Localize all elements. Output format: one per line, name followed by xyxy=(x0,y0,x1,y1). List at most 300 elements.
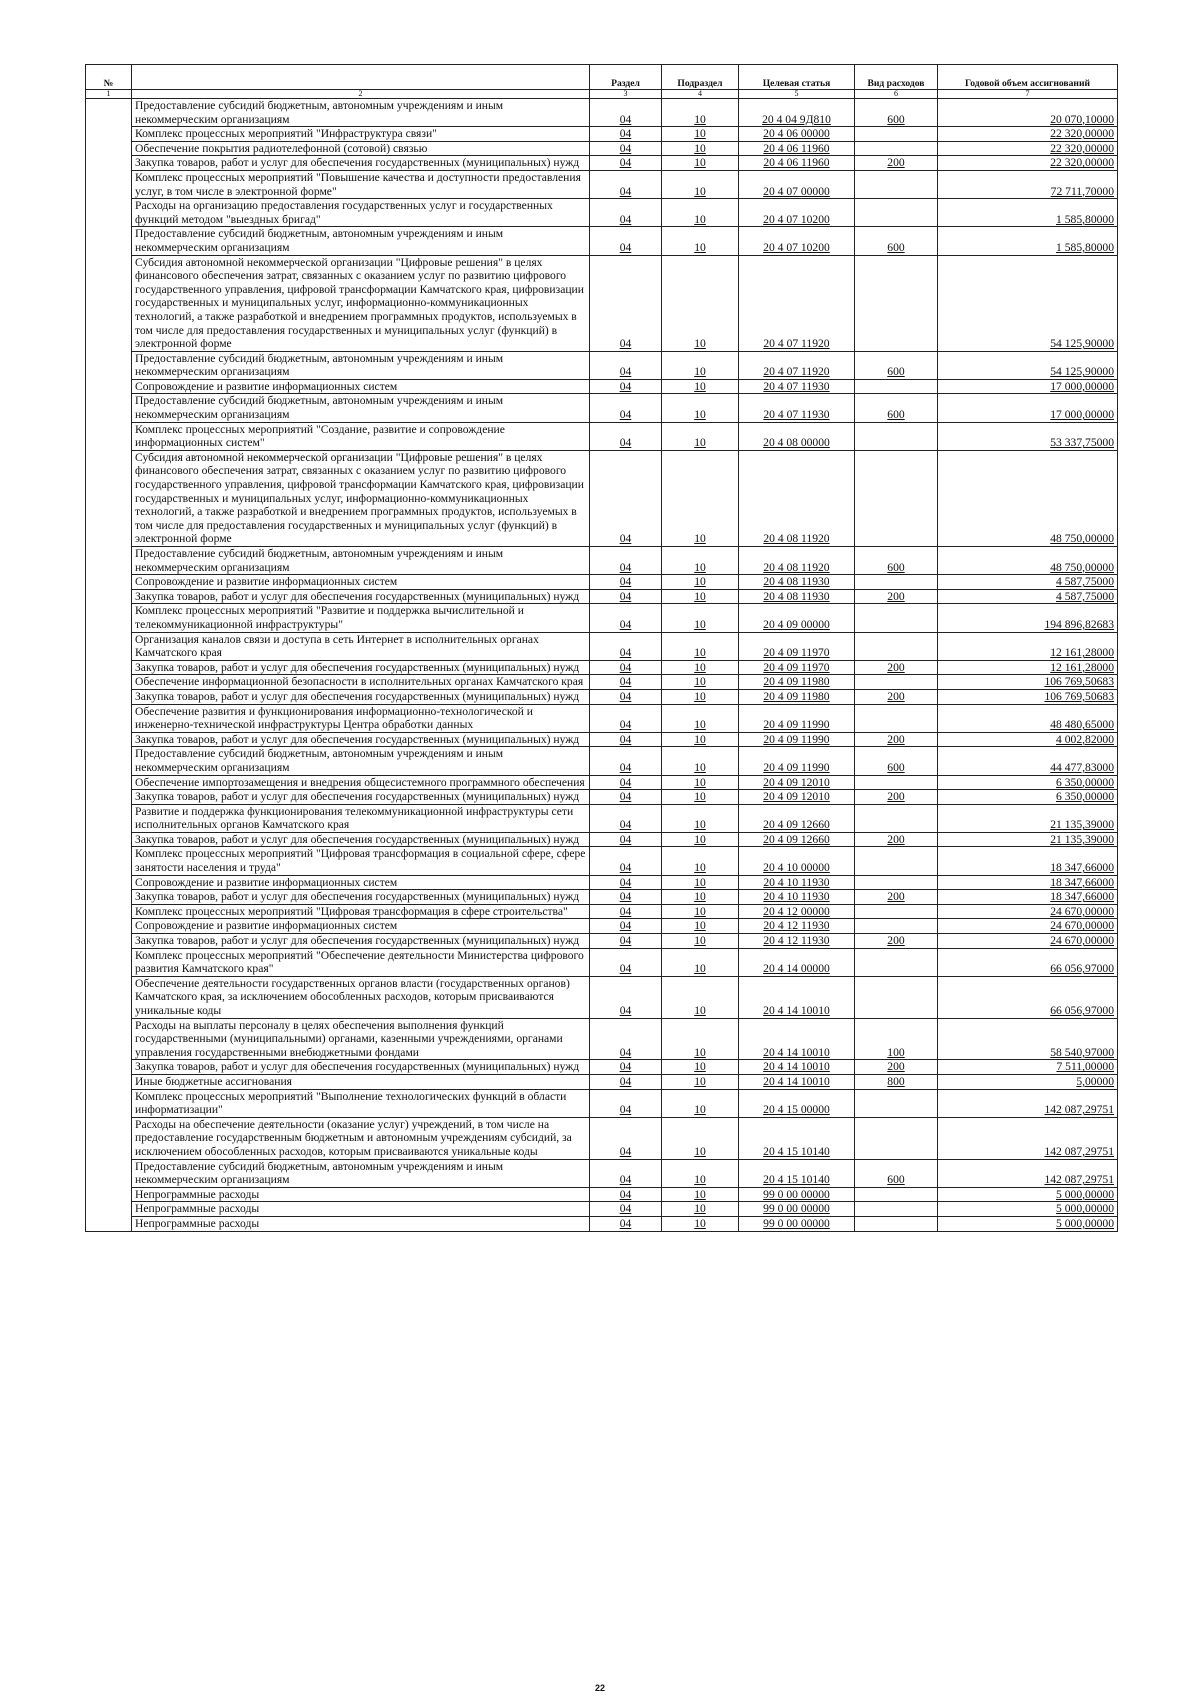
expense-type: 200 xyxy=(855,832,938,847)
expense-type xyxy=(855,847,938,875)
target-article: 20 4 09 11990 xyxy=(739,747,855,775)
subsection-code: 10 xyxy=(662,141,739,156)
expense-type xyxy=(855,976,938,1018)
table-row xyxy=(86,747,1118,775)
target-article: 20 4 07 11930 xyxy=(739,394,855,422)
column-index: 5 xyxy=(739,90,855,99)
table-row xyxy=(86,127,1118,142)
target-article: 20 4 09 11990 xyxy=(739,704,855,732)
section-code: 04 xyxy=(590,575,662,590)
expense-type xyxy=(855,948,938,976)
table-row xyxy=(86,948,1118,976)
target-article: 20 4 09 11970 xyxy=(739,632,855,660)
annual-amount: 4 587,75000 xyxy=(938,589,1118,604)
row-number-cell xyxy=(86,199,132,227)
section-code: 04 xyxy=(590,1117,662,1159)
target-article: 99 0 00 00000 xyxy=(739,1187,855,1202)
section-code: 04 xyxy=(590,99,662,127)
item-name: Расходы на обеспечение деятельности (оказание услуг) учреждений, в том числе на предоставление государственным бюджетным и автономным учреждениям субсидий, за исключением обособленных расходов, которым присваиваются уникальные коды xyxy=(132,1117,590,1159)
section-code: 04 xyxy=(590,775,662,790)
row-number-cell xyxy=(86,1018,132,1060)
annual-amount: 5 000,00000 xyxy=(938,1187,1118,1202)
table-row xyxy=(86,1216,1118,1231)
expense-type: 200 xyxy=(855,589,938,604)
expense-type: 600 xyxy=(855,1159,938,1187)
subsection-code: 10 xyxy=(662,170,739,198)
section-code: 04 xyxy=(590,394,662,422)
subsection-code: 10 xyxy=(662,790,739,805)
table-row xyxy=(86,255,1118,351)
table-row xyxy=(86,1018,1118,1060)
item-name: Закупка товаров, работ и услуг для обеспечения государственных (муниципальных) нужд xyxy=(132,156,590,171)
target-article: 20 4 09 12660 xyxy=(739,804,855,832)
row-number-cell xyxy=(86,1089,132,1117)
item-name: Обеспечение импортозамещения и внедрения общесистемного программного обеспечения xyxy=(132,775,590,790)
subsection-code: 10 xyxy=(662,547,739,575)
table-row xyxy=(86,1159,1118,1187)
section-code: 04 xyxy=(590,227,662,255)
expense-type xyxy=(855,1202,938,1217)
item-name: Обеспечение деятельности государственных органов власти (государственных органов) Камчатского края, за исключением обособленных расходов, которым присваиваются уникальные коды xyxy=(132,976,590,1018)
item-name: Обеспечение развития и функционирования информационно-технологической и инженерно-технической инфраструктуры Центра обработки данных xyxy=(132,704,590,732)
section-code: 04 xyxy=(590,675,662,690)
subsection-code: 10 xyxy=(662,919,739,934)
target-article: 20 4 12 11930 xyxy=(739,919,855,934)
table-row xyxy=(86,227,1118,255)
item-name: Развитие и поддержка функционирования телекоммуникационной инфраструктуры сети исполнительных органов Камчатского края xyxy=(132,804,590,832)
target-article: 20 4 08 11930 xyxy=(739,575,855,590)
annual-amount: 106 769,50683 xyxy=(938,689,1118,704)
item-name: Закупка товаров, работ и услуг для обеспечения государственных (муниципальных) нужд xyxy=(132,660,590,675)
item-name: Сопровождение и развитие информационных систем xyxy=(132,575,590,590)
annual-amount: 22 320,00000 xyxy=(938,141,1118,156)
target-article: 20 4 08 11920 xyxy=(739,547,855,575)
row-number-cell xyxy=(86,547,132,575)
annual-amount: 1 585,80000 xyxy=(938,227,1118,255)
expense-type xyxy=(855,675,938,690)
subsection-code: 10 xyxy=(662,99,739,127)
expense-type xyxy=(855,1117,938,1159)
item-name: Комплекс процессных мероприятий "Выполнение технологических функций в области информатизации" xyxy=(132,1089,590,1117)
expense-type xyxy=(855,604,938,632)
table-row xyxy=(86,847,1118,875)
row-number-cell xyxy=(86,589,132,604)
row-number-cell xyxy=(86,704,132,732)
table-row xyxy=(86,1117,1118,1159)
expense-type: 200 xyxy=(855,156,938,171)
header-row xyxy=(86,65,1118,90)
expense-type: 600 xyxy=(855,99,938,127)
subsection-code: 10 xyxy=(662,422,739,450)
row-number-cell xyxy=(86,832,132,847)
annual-amount: 58 540,97000 xyxy=(938,1018,1118,1060)
annual-amount: 66 056,97000 xyxy=(938,948,1118,976)
item-name: Субсидия автономной некоммерческой организации "Цифровые решения" в целях финансового обеспечения затрат, связанных с оказанием услуг по развитию цифрового государственного управления, цифровой трансформации Камчатского края, цифровизации государственных и муниципальных услуг, информационно-коммуникационных технологий, а также разработкой и внедрением программных продуктов, используемых в том числе для предоставления государственных и муниципальных услуг (функций) в электронной форме xyxy=(132,450,590,546)
item-name: Закупка товаров, работ и услуг для обеспечения государственных (муниципальных) нужд xyxy=(132,1060,590,1075)
table-row xyxy=(86,1074,1118,1089)
expense-type xyxy=(855,575,938,590)
section-code: 04 xyxy=(590,790,662,805)
target-article: 20 4 14 00000 xyxy=(739,948,855,976)
item-name: Предоставление субсидий бюджетным, автономным учреждениям и иным некоммерческим организациям xyxy=(132,394,590,422)
section-code: 04 xyxy=(590,199,662,227)
subsection-code: 10 xyxy=(662,604,739,632)
column-index: 4 xyxy=(662,90,739,99)
subsection-code: 10 xyxy=(662,1202,739,1217)
section-code: 04 xyxy=(590,422,662,450)
subsection-code: 10 xyxy=(662,1018,739,1060)
row-number-cell xyxy=(86,1060,132,1075)
item-name: Закупка товаров, работ и услуг для обеспечения государственных (муниципальных) нужд xyxy=(132,790,590,805)
row-number-cell xyxy=(86,1117,132,1159)
target-article: 20 4 06 11960 xyxy=(739,141,855,156)
annual-amount: 106 769,50683 xyxy=(938,675,1118,690)
column-index: 2 xyxy=(132,90,590,99)
target-article: 20 4 07 11920 xyxy=(739,351,855,379)
annual-amount: 53 337,75000 xyxy=(938,422,1118,450)
target-article: 99 0 00 00000 xyxy=(739,1216,855,1231)
table-row xyxy=(86,976,1118,1018)
section-code: 04 xyxy=(590,1187,662,1202)
target-article: 20 4 14 10010 xyxy=(739,1074,855,1089)
annual-amount: 18 347,66000 xyxy=(938,890,1118,905)
column-index-row xyxy=(86,90,1118,99)
section-code: 04 xyxy=(590,847,662,875)
subsection-code: 10 xyxy=(662,1089,739,1117)
section-code: 04 xyxy=(590,948,662,976)
expense-type xyxy=(855,775,938,790)
row-number-cell xyxy=(86,660,132,675)
target-article: 20 4 06 00000 xyxy=(739,127,855,142)
annual-amount: 24 670,00000 xyxy=(938,934,1118,949)
section-code: 04 xyxy=(590,351,662,379)
target-article: 20 4 07 10200 xyxy=(739,199,855,227)
section-code: 04 xyxy=(590,747,662,775)
section-code: 04 xyxy=(590,875,662,890)
table-row xyxy=(86,704,1118,732)
expense-type: 100 xyxy=(855,1018,938,1060)
table-row xyxy=(86,547,1118,575)
annual-amount: 6 350,00000 xyxy=(938,775,1118,790)
annual-amount: 44 477,83000 xyxy=(938,747,1118,775)
target-article: 99 0 00 00000 xyxy=(739,1202,855,1217)
subsection-code: 10 xyxy=(662,199,739,227)
subsection-code: 10 xyxy=(662,904,739,919)
table-row xyxy=(86,379,1118,394)
table-row xyxy=(86,804,1118,832)
subsection-code: 10 xyxy=(662,575,739,590)
annual-amount: 142 087,29751 xyxy=(938,1089,1118,1117)
annual-amount: 24 670,00000 xyxy=(938,919,1118,934)
annual-amount: 20 070,10000 xyxy=(938,99,1118,127)
section-code: 04 xyxy=(590,804,662,832)
page-number: 22 xyxy=(594,1683,605,1693)
row-number-cell xyxy=(86,351,132,379)
target-article: 20 4 08 00000 xyxy=(739,422,855,450)
expense-type xyxy=(855,450,938,546)
table-row xyxy=(86,675,1118,690)
annual-amount: 142 087,29751 xyxy=(938,1117,1118,1159)
annual-amount: 5,00000 xyxy=(938,1074,1118,1089)
row-number-cell xyxy=(86,675,132,690)
header-subsection: Подраздел xyxy=(662,65,739,90)
subsection-code: 10 xyxy=(662,875,739,890)
expense-type: 200 xyxy=(855,660,938,675)
annual-amount: 17 000,00000 xyxy=(938,394,1118,422)
row-number-cell xyxy=(86,450,132,546)
item-name: Обеспечение покрытия радиотелефонной (сотовой) связью xyxy=(132,141,590,156)
expense-type xyxy=(855,1216,938,1231)
target-article: 20 4 09 11990 xyxy=(739,732,855,747)
row-number-cell xyxy=(86,1187,132,1202)
subsection-code: 10 xyxy=(662,747,739,775)
subsection-code: 10 xyxy=(662,775,739,790)
target-article: 20 4 09 12010 xyxy=(739,790,855,805)
subsection-code: 10 xyxy=(662,632,739,660)
item-name: Субсидия автономной некоммерческой организации "Цифровые решения" в целях финансового обеспечения затрат, связанных с оказанием услуг по развитию цифрового государственного управления, цифровой трансформации Камчатского края, цифровизации государственных и муниципальных услуг, информационно-коммуникационных технологий, а также разработкой и внедрением программных продуктов, используемых в том числе для предоставления государственных и муниципальных услуг (функций) в электронной форме xyxy=(132,255,590,351)
row-number-cell xyxy=(86,255,132,351)
annual-amount: 48 750,00000 xyxy=(938,547,1118,575)
section-code: 04 xyxy=(590,934,662,949)
row-number-cell xyxy=(86,422,132,450)
table-row xyxy=(86,394,1118,422)
section-code: 04 xyxy=(590,689,662,704)
table-row xyxy=(86,890,1118,905)
expense-type: 800 xyxy=(855,1074,938,1089)
section-code: 04 xyxy=(590,1202,662,1217)
expense-type xyxy=(855,904,938,919)
target-article: 20 4 14 10010 xyxy=(739,1060,855,1075)
subsection-code: 10 xyxy=(662,1187,739,1202)
section-code: 04 xyxy=(590,450,662,546)
item-name: Расходы на организацию предоставления государственных услуг и государственных функций методом "выездных бригад" xyxy=(132,199,590,227)
expense-type: 600 xyxy=(855,227,938,255)
annual-amount: 142 087,29751 xyxy=(938,1159,1118,1187)
section-code: 04 xyxy=(590,1074,662,1089)
row-number-cell xyxy=(86,1202,132,1217)
header-expense-type: Вид расходов xyxy=(855,65,938,90)
annual-amount: 6 350,00000 xyxy=(938,790,1118,805)
budget-table xyxy=(85,64,1118,1232)
subsection-code: 10 xyxy=(662,1216,739,1231)
row-number-cell xyxy=(86,919,132,934)
subsection-code: 10 xyxy=(662,351,739,379)
expense-type xyxy=(855,141,938,156)
row-number-cell xyxy=(86,141,132,156)
table-row xyxy=(86,732,1118,747)
item-name: Предоставление субсидий бюджетным, автономным учреждениям и иным некоммерческим организациям xyxy=(132,227,590,255)
section-code: 04 xyxy=(590,1018,662,1060)
annual-amount: 12 161,28000 xyxy=(938,660,1118,675)
annual-amount: 12 161,28000 xyxy=(938,632,1118,660)
subsection-code: 10 xyxy=(662,689,739,704)
row-number-cell xyxy=(86,1159,132,1187)
row-number-cell xyxy=(86,890,132,905)
expense-type xyxy=(855,804,938,832)
section-code: 04 xyxy=(590,832,662,847)
row-number-cell xyxy=(86,604,132,632)
target-article: 20 4 10 00000 xyxy=(739,847,855,875)
table-row xyxy=(86,775,1118,790)
table-body xyxy=(86,99,1118,1232)
item-name: Предоставление субсидий бюджетным, автономным учреждениям и иным некоммерческим организациям xyxy=(132,351,590,379)
target-article: 20 4 09 11970 xyxy=(739,660,855,675)
target-article: 20 4 15 10140 xyxy=(739,1159,855,1187)
item-name: Комплекс процессных мероприятий "Повышение качества и доступности предоставления услуг, в том числе в электронной форме" xyxy=(132,170,590,198)
column-index: 7 xyxy=(938,90,1118,99)
section-code: 04 xyxy=(590,890,662,905)
subsection-code: 10 xyxy=(662,732,739,747)
table-row xyxy=(86,156,1118,171)
section-code: 04 xyxy=(590,1060,662,1075)
table-row xyxy=(86,632,1118,660)
target-article: 20 4 14 10010 xyxy=(739,976,855,1018)
target-article: 20 4 09 12010 xyxy=(739,775,855,790)
expense-type xyxy=(855,704,938,732)
target-article: 20 4 08 11920 xyxy=(739,450,855,546)
section-code: 04 xyxy=(590,976,662,1018)
target-article: 20 4 06 11960 xyxy=(739,156,855,171)
item-name: Комплекс процессных мероприятий "Цифровая трансформация в сфере строительства" xyxy=(132,904,590,919)
target-article: 20 4 15 00000 xyxy=(739,1089,855,1117)
target-article: 20 4 10 11930 xyxy=(739,890,855,905)
table-row xyxy=(86,904,1118,919)
target-article: 20 4 07 11920 xyxy=(739,255,855,351)
table-row xyxy=(86,450,1118,546)
subsection-code: 10 xyxy=(662,804,739,832)
subsection-code: 10 xyxy=(662,589,739,604)
annual-amount: 7 511,00000 xyxy=(938,1060,1118,1075)
section-code: 04 xyxy=(590,1159,662,1187)
expense-type: 200 xyxy=(855,790,938,805)
table-row xyxy=(86,604,1118,632)
section-code: 04 xyxy=(590,732,662,747)
row-number-cell xyxy=(86,227,132,255)
item-name: Непрограммные расходы xyxy=(132,1187,590,1202)
target-article: 20 4 09 11980 xyxy=(739,689,855,704)
annual-amount: 54 125,90000 xyxy=(938,351,1118,379)
row-number-cell xyxy=(86,1074,132,1089)
expense-type: 200 xyxy=(855,934,938,949)
item-name: Закупка товаров, работ и услуг для обеспечения государственных (муниципальных) нужд xyxy=(132,589,590,604)
target-article: 20 4 08 11930 xyxy=(739,589,855,604)
table-row xyxy=(86,790,1118,805)
table-row xyxy=(86,934,1118,949)
section-code: 04 xyxy=(590,255,662,351)
section-code: 04 xyxy=(590,127,662,142)
expense-type: 600 xyxy=(855,351,938,379)
row-number-cell xyxy=(86,875,132,890)
target-article: 20 4 15 10140 xyxy=(739,1117,855,1159)
row-number-cell xyxy=(86,847,132,875)
subsection-code: 10 xyxy=(662,675,739,690)
expense-type xyxy=(855,875,938,890)
subsection-code: 10 xyxy=(662,156,739,171)
subsection-code: 10 xyxy=(662,934,739,949)
item-name: Сопровождение и развитие информационных систем xyxy=(132,919,590,934)
subsection-code: 10 xyxy=(662,890,739,905)
expense-type xyxy=(855,127,938,142)
subsection-code: 10 xyxy=(662,832,739,847)
header-amount: Годовой объем ассигнований xyxy=(938,65,1118,90)
item-name: Обеспечение информационной безопасности в исполнительных органах Камчатского края xyxy=(132,675,590,690)
expense-type: 200 xyxy=(855,890,938,905)
header-name xyxy=(132,65,590,90)
section-code: 04 xyxy=(590,632,662,660)
item-name: Организация каналов связи и доступа в сеть Интернет в исполнительных органах Камчатского края xyxy=(132,632,590,660)
item-name: Предоставление субсидий бюджетным, автономным учреждениям и иным некоммерческим организациям xyxy=(132,1159,590,1187)
item-name: Предоставление субсидий бюджетным, автономным учреждениям и иным некоммерческим организациям xyxy=(132,547,590,575)
item-name: Сопровождение и развитие информационных систем xyxy=(132,379,590,394)
item-name: Закупка товаров, работ и услуг для обеспечения государственных (муниципальных) нужд xyxy=(132,732,590,747)
target-article: 20 4 14 10010 xyxy=(739,1018,855,1060)
annual-amount: 1 585,80000 xyxy=(938,199,1118,227)
item-name: Сопровождение и развитие информационных систем xyxy=(132,875,590,890)
subsection-code: 10 xyxy=(662,704,739,732)
table-row xyxy=(86,1187,1118,1202)
subsection-code: 10 xyxy=(662,660,739,675)
annual-amount: 22 320,00000 xyxy=(938,127,1118,142)
expense-type xyxy=(855,255,938,351)
item-name: Комплекс процессных мероприятий "Цифровая трансформация в социальной сфере, сфере занятости населения и труда" xyxy=(132,847,590,875)
annual-amount: 194 896,82683 xyxy=(938,604,1118,632)
column-index: 6 xyxy=(855,90,938,99)
section-code: 04 xyxy=(590,547,662,575)
expense-type xyxy=(855,170,938,198)
expense-type xyxy=(855,379,938,394)
item-name: Комплекс процессных мероприятий "Обеспечение деятельности Министерства цифрового развития Камчатского края" xyxy=(132,948,590,976)
target-article: 20 4 07 11930 xyxy=(739,379,855,394)
subsection-code: 10 xyxy=(662,450,739,546)
row-number-cell xyxy=(86,394,132,422)
row-number-cell xyxy=(86,804,132,832)
column-index: 1 xyxy=(86,90,132,99)
table-row xyxy=(86,1060,1118,1075)
item-name: Комплекс процессных мероприятий "Создание, развитие и сопровождение информационных систем" xyxy=(132,422,590,450)
expense-type xyxy=(855,919,938,934)
expense-type: 600 xyxy=(855,394,938,422)
table-row xyxy=(86,919,1118,934)
subsection-code: 10 xyxy=(662,1159,739,1187)
item-name: Закупка товаров, работ и услуг для обеспечения государственных (муниципальных) нужд xyxy=(132,934,590,949)
subsection-code: 10 xyxy=(662,1074,739,1089)
annual-amount: 22 320,00000 xyxy=(938,156,1118,171)
annual-amount: 5 000,00000 xyxy=(938,1216,1118,1231)
annual-amount: 4 587,75000 xyxy=(938,575,1118,590)
row-number-cell xyxy=(86,156,132,171)
header-num: № xyxy=(86,65,132,90)
row-number-cell xyxy=(86,790,132,805)
row-number-cell xyxy=(86,127,132,142)
item-name: Закупка товаров, работ и услуг для обеспечения государственных (муниципальных) нужд xyxy=(132,832,590,847)
annual-amount: 17 000,00000 xyxy=(938,379,1118,394)
table-row xyxy=(86,575,1118,590)
item-name: Иные бюджетные ассигнования xyxy=(132,1074,590,1089)
annual-amount: 66 056,97000 xyxy=(938,976,1118,1018)
annual-amount: 18 347,66000 xyxy=(938,875,1118,890)
section-code: 04 xyxy=(590,919,662,934)
row-number-cell xyxy=(86,747,132,775)
row-number-cell xyxy=(86,775,132,790)
expense-type xyxy=(855,632,938,660)
row-number-cell xyxy=(86,976,132,1018)
annual-amount: 48 750,00000 xyxy=(938,450,1118,546)
expense-type xyxy=(855,199,938,227)
column-index: 3 xyxy=(590,90,662,99)
table-row xyxy=(86,170,1118,198)
row-number-cell xyxy=(86,732,132,747)
expense-type xyxy=(855,422,938,450)
